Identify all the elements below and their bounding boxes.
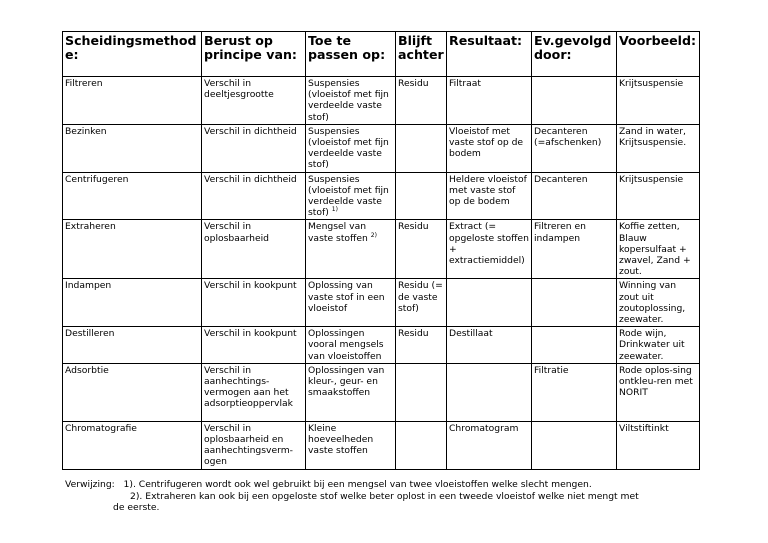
result-cell <box>447 421 532 469</box>
applies-to-cell <box>306 279 396 327</box>
header-example: Voorbeeld: <box>617 32 700 77</box>
result-cell <box>447 124 532 172</box>
result-cell-text: Chromatogram <box>449 422 519 434</box>
header-followed: Ev.gevolgd door: <box>532 32 617 77</box>
example-cell-text: Winning van zout uit zoutoplossing, zeewater. <box>619 280 686 326</box>
principle-cell-text: Verschil in dichtheid <box>204 173 297 185</box>
table-row <box>63 220 700 279</box>
method-cell-text: Indampen <box>65 280 112 292</box>
table-row <box>63 77 700 125</box>
example-cell-text: Viltstiftinkt <box>619 422 669 434</box>
method-cell <box>63 421 202 469</box>
followed-by-cell <box>532 327 617 364</box>
principle-cell-text: Verschil in kookpunt <box>204 328 297 340</box>
method-cell-text: Extraheren <box>65 221 116 233</box>
applies-to-cell-text: Suspensies (vloeistof met fijn verdeelde vaste stof) <box>308 78 389 123</box>
remains-cell <box>396 220 447 279</box>
remains-cell <box>396 279 447 327</box>
applies-to-cell <box>306 421 396 469</box>
applies-to-cell-text: Kleine hoeveelheden vaste stoffen <box>308 422 374 457</box>
principle-cell-text: Verschil in kookpunt <box>204 280 297 292</box>
principle-cell <box>202 421 306 469</box>
remains-cell-text: Residu <box>398 328 429 340</box>
remains-cell <box>396 172 447 220</box>
example-cell <box>617 363 700 421</box>
result-cell <box>447 363 532 421</box>
applies-to-cell-text: Suspensies (vloeistof met fijn verdeelde vaste stof) <box>308 125 389 171</box>
method-cell-text: Bezinken <box>65 125 107 137</box>
method-cell <box>63 124 202 172</box>
header-method: Scheidingsmethode: <box>63 32 202 77</box>
result-cell <box>447 220 532 279</box>
result-cell <box>447 172 532 220</box>
example-cell-text: Krijtsuspensie <box>619 78 684 89</box>
remains-cell <box>396 77 447 125</box>
method-cell <box>63 172 202 220</box>
example-cell <box>617 279 700 327</box>
method-cell-text: Filtreren <box>65 78 103 89</box>
applies-to-cell <box>306 172 396 220</box>
followed-by-cell <box>532 279 617 327</box>
footnote-ref: 2) <box>370 231 377 239</box>
method-cell-text: Centrifugeren <box>65 173 129 185</box>
principle-cell <box>202 77 306 125</box>
footnote-2: 2). Extraheren kan ook bij een opgeloste stof welke beter oplost in een tweede vloeistof welke niet mengt met <box>130 491 639 502</box>
remains-cell-text: Residu <box>398 78 429 89</box>
principle-cell <box>202 172 306 220</box>
method-cell <box>63 77 202 125</box>
table-row <box>63 124 700 172</box>
example-cell-text: Rode wijn, Drinkwater uit zeewater. <box>619 328 685 362</box>
method-cell <box>63 363 202 421</box>
remains-cell <box>396 124 447 172</box>
header-row <box>63 32 700 77</box>
footnote-1: 1). Centrifugeren wordt ook wel gebruikt bij een mengsel van twee vloeistoffen welke slecht mengen. <box>123 479 592 490</box>
followed-by-cell <box>532 77 617 125</box>
applies-to-cell <box>306 363 396 421</box>
example-cell <box>617 124 700 172</box>
footnote-ref: 1) <box>331 206 338 214</box>
result-cell-text: Vloeistof met vaste stof op de bodem <box>449 125 524 160</box>
remains-cell <box>396 421 447 469</box>
method-cell <box>63 279 202 327</box>
table-row <box>63 363 700 421</box>
footnote-label: Verwijzing: <box>65 479 115 490</box>
footnote-line-1 <box>65 479 592 491</box>
result-cell-text: Filtraat <box>449 78 481 89</box>
table-row <box>63 172 700 220</box>
principle-cell <box>202 220 306 279</box>
principle-cell <box>202 327 306 364</box>
result-cell-text: Heldere vloeistof met vaste stof op de bodem <box>449 173 527 208</box>
applies-to-cell-text: Oplossingen vooral mengsels van vloeistoffen <box>308 328 384 362</box>
header-applies: Toe te passen op: <box>306 32 396 77</box>
example-cell-text: Krijtsuspensie <box>619 173 684 185</box>
applies-to-cell-text: Mengsel van vaste stoffen <box>308 221 368 244</box>
table-row <box>63 421 700 469</box>
followed-by-cell-text: Filtreren en indampen <box>534 221 586 244</box>
example-cell <box>617 220 700 279</box>
principle-cell-text: Verschil in dichtheid <box>204 125 297 137</box>
footnote-2-continued: de eerste. <box>113 502 160 513</box>
example-cell <box>617 77 700 125</box>
header-principle: Berust op principe van: <box>202 32 306 77</box>
principle-cell <box>202 363 306 421</box>
result-cell-text: Destillaat <box>449 328 493 340</box>
example-cell <box>617 327 700 364</box>
principle-cell-text: Verschil in deeltjesgrootte <box>204 78 274 101</box>
applies-to-cell <box>306 327 396 364</box>
example-cell <box>617 421 700 469</box>
table-row <box>63 279 700 327</box>
followed-by-cell <box>532 220 617 279</box>
example-cell-text: Zand in water, Krijtsuspensie. <box>619 125 687 149</box>
remains-cell-text: Residu (= de vaste stof) <box>398 280 443 314</box>
method-cell-text: Adsorbtie <box>65 364 109 376</box>
followed-by-cell <box>532 172 617 220</box>
header-remains: Blijft achter <box>396 32 447 77</box>
principle-cell-text: Verschil in aanhechtings-vermogen aan het adsorptieoppervlak <box>204 364 293 410</box>
applies-to-cell <box>306 77 396 125</box>
method-cell <box>63 327 202 364</box>
separation-methods-table <box>62 31 700 470</box>
method-cell-text: Destilleren <box>65 328 115 340</box>
principle-cell-text: Verschil in oplosbaarheid en aanhechtingsverm-ogen <box>204 422 293 468</box>
principle-cell <box>202 124 306 172</box>
method-cell <box>63 220 202 279</box>
applies-to-cell <box>306 124 396 172</box>
followed-by-cell <box>532 421 617 469</box>
followed-by-cell <box>532 124 617 172</box>
header-result: Resultaat: <box>447 32 532 77</box>
principle-cell-text: Verschil in oplosbaarheid <box>204 221 269 244</box>
remains-cell <box>396 327 447 364</box>
result-cell <box>447 77 532 125</box>
applies-to-cell-text: Oplossingen van kleur-, geur- en smaakstoffen <box>308 364 385 399</box>
result-cell-text: Extract (= opgeloste stoffen + extractiemiddel) <box>449 221 529 267</box>
result-cell <box>447 279 532 327</box>
followed-by-cell-text: Decanteren (=afschenken) <box>534 125 602 149</box>
applies-to-cell-text: Suspensies (vloeistof met fijn verdeelde vaste stof) <box>308 173 389 219</box>
method-cell-text: Chromatografie <box>65 422 137 434</box>
remains-cell-text: Residu <box>398 221 429 233</box>
followed-by-cell <box>532 363 617 421</box>
example-cell <box>617 172 700 220</box>
applies-to-cell-text: Oplossing van vaste stof in een vloeistof <box>308 280 385 314</box>
remains-cell <box>396 363 447 421</box>
example-cell-text: Rode oplos-sing ontkleu-ren met NORIT <box>619 364 693 399</box>
applies-to-cell <box>306 220 396 279</box>
followed-by-cell-text: Decanteren <box>534 173 588 185</box>
followed-by-cell-text: Filtratie <box>534 364 569 376</box>
table-row <box>63 327 700 364</box>
principle-cell <box>202 279 306 327</box>
result-cell <box>447 327 532 364</box>
example-cell-text: Koffie zetten, Blauw kopersulfaat + zwavel, Zand + zout. <box>619 221 691 278</box>
